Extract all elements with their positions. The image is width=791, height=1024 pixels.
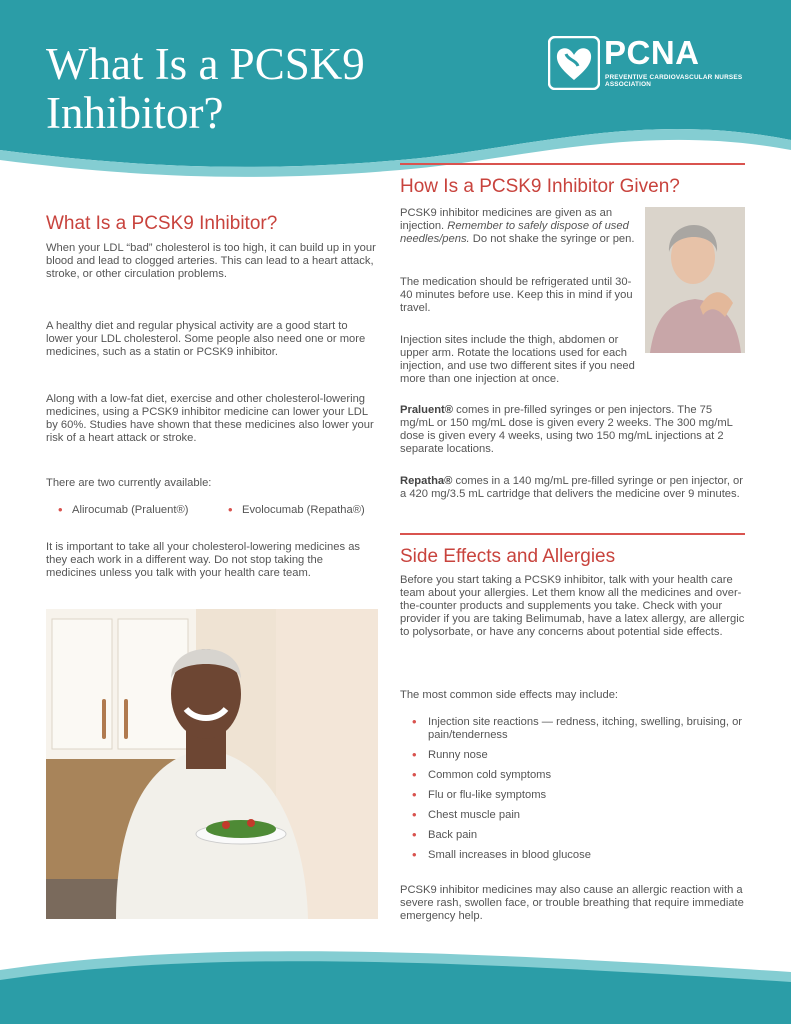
bullet-icon: • <box>412 827 417 842</box>
allergies-paragraph: Before you start taking a PCSK9 inhibitor, talk with your health care team about your allergies. Let them know all the medicines and over-the-counter products and supplements you take. Check with your provider if you are taking Belimumab, have a latex allergy, are allergic to polysorbate, or have any concerns about potential side effects. <box>400 574 745 638</box>
list-item: • Runny nose <box>412 747 488 762</box>
woman-eating-salad-photo <box>46 609 378 919</box>
praluent-paragraph: Praluent® comes in pre-filled syringes or pen injectors. The 75 mg/mL or 150 mg/mL dose is given every 2 weeks. The 300 mg/mL dose is given every 4 weeks, using two 150 mg/mL injections at 2 separate locations. <box>400 404 733 455</box>
logo-wordmark: PCNA <box>604 34 700 71</box>
left-section-heading: What Is a PCSK9 Inhibitor? <box>46 213 278 234</box>
list-item: • Small increases in blood glucose <box>412 847 591 862</box>
refrigeration-paragraph: The medication should be refrigerated until 30-40 minutes before use. Keep this in mind if you travel. <box>400 276 633 314</box>
injection-paragraph: PCSK9 inhibitor medicines are given as an injection. Remember to safely dispose of used needles/pens. Do not shake the syringe or pen. <box>400 207 635 245</box>
bullet-icon: • <box>412 807 417 822</box>
repatha-paragraph: Repatha® comes in a 140 mg/mL pre-filled syringe or pen injector, or a 420 mg/3.5 mL cartridge that delivers the medicine over 9 minutes. <box>400 475 743 500</box>
list-item: • Common cold symptoms <box>412 767 552 782</box>
list-item: • Chest muscle pain <box>412 807 521 822</box>
ldl-paragraph: Along with a low-fat diet, exercise and other cholesterol-lowering medicines, using a PCSK9 inhibitor medicine can lower your LDL by 60%. Studies have shown that these medicines also lower your risk of a heart attack or stroke. <box>46 393 374 444</box>
section-divider <box>400 163 745 165</box>
bullet-icon: • <box>412 767 417 782</box>
footer-wave-background <box>0 930 791 1024</box>
bullet-icon: • <box>412 714 417 729</box>
side-effects-list <box>400 716 745 869</box>
woman-injection-photo <box>645 207 745 353</box>
bullet-icon: • <box>228 502 233 517</box>
allergic-reaction-paragraph: PCSK9 inhibitor medicines may also cause an allergic reaction with a severe rash, swollen face, or trouble breathing that require immediate emergency help. <box>400 884 744 922</box>
bullet-icon: • <box>412 787 417 802</box>
section-divider <box>400 533 745 535</box>
diet-paragraph: A healthy diet and regular physical activity are a good start to lower your LDL cholesterol. Some people also need one or more medicines, such as a statin or PCSK9 inhibitor. <box>46 320 366 358</box>
common-effects-intro: The most common side effects may include: <box>400 689 619 701</box>
intro-paragraph: When your LDL “bad” cholesterol is too high, it can build up in your blood and lead to clogged arteries. This can lead to a heart attack, stroke, or other circulation problems. <box>46 242 376 280</box>
list-item: • Flu or flu-like symptoms <box>412 787 547 802</box>
list-item: • Injection site reactions — redness, itching, swelling, bruising, or pain/tenderness <box>412 714 743 741</box>
bullet-icon: • <box>412 747 417 762</box>
available-intro: There are two currently available: <box>46 477 212 489</box>
page-title: What Is a PCSK9 Inhibitor? <box>46 39 365 138</box>
importance-paragraph: It is important to take all your cholesterol-lowering medicines as they each work in a different way. Do not stop taking the medicines unless you talk with your health care team. <box>46 541 361 579</box>
side-effects-heading: Side Effects and Allergies <box>400 546 616 567</box>
pcna-logo <box>548 36 748 92</box>
given-section-heading: How Is a PCSK9 Inhibitor Given? <box>400 176 680 197</box>
logo-subtitle: PREVENTIVE CARDIOVASCULAR NURSES ASSOCIATION <box>605 74 743 88</box>
bullet-icon: • <box>58 502 63 517</box>
bullet-icon: • <box>412 847 417 862</box>
list-item: • Back pain <box>412 827 478 842</box>
injection-sites-paragraph-a: Injection sites include the thigh, abdomen or upper arm. Rotate the locations used for each injection, and use two different sites if you need more than one injection at once. <box>400 334 635 385</box>
heart-logo-icon <box>548 36 600 90</box>
